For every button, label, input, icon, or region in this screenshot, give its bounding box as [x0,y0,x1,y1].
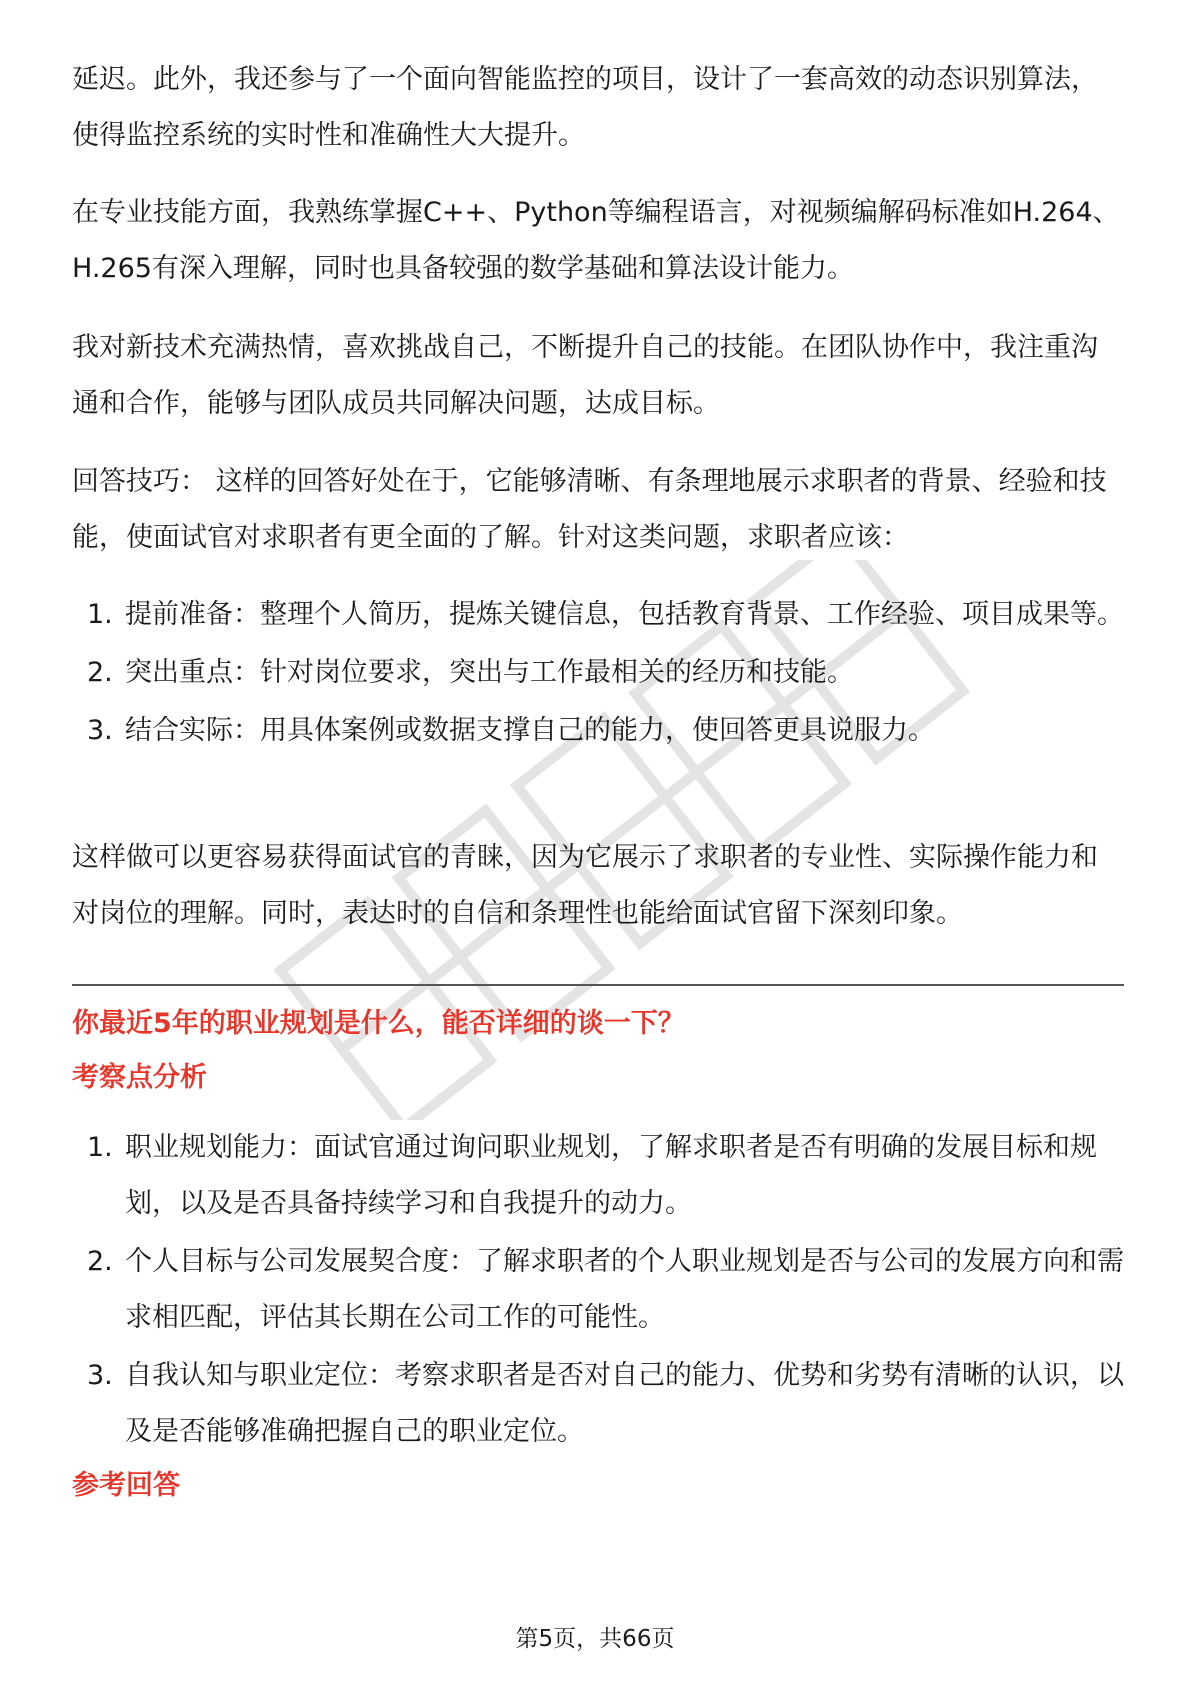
paragraph-attitude: 我对新技术充满热情，喜欢挑战自己，不断提升自己的技能。在团队协作中，我注重沟通和合作，能够与团队成员共同解决问题，达成目标。 [72,332,1098,419]
paragraph-answer-tips: 回答技巧： 这样的回答好处在于，它能够清晰、有条理地展示求职者的背景、经验和技能，使面试官对求职者有更全面的了解。针对这类问题，求职者应该： [72,466,1107,553]
list-text: 提前准备：整理个人简历，提炼关键信息，包括教育背景、工作经验、项目成果等。 [125,599,1124,630]
paragraph-project: 延迟。此外，我还参与了一个面向智能监控的项目，设计了一套高效的动态识别算法，使得监控系统的实时性和准确性大大提升。 [72,64,1098,151]
paragraph-skills: 在专业技能方面，我熟练掌握C++、Python等编程语言，对视频编解码标准如H.264、H.265有深入理解，同时也具备较强的数学基础和算法设计能力。 [72,197,1120,284]
list-text: 结合实际：用具体案例或数据支撑自己的能力，使回答更具说服力。 [125,715,935,746]
list-number: 2. [87,1246,113,1277]
list-number: 3. [87,1360,113,1391]
paragraph-conclusion: 这样做可以更容易获得面试官的青睐，因为它展示了求职者的专业性、实际操作能力和对岗位的理解。同时，表达时的自信和条理性也能给面试官留下深刻印象。 [72,842,1098,929]
question-heading: 你最近5年的职业规划是什么，能否详细的谈一下？ [72,1008,685,1039]
list-text: 突出重点：针对岗位要求，突出与工作最相关的经历和技能。 [125,657,854,688]
list-text: 个人目标与公司发展契合度：了解求职者的个人职业规划是否与公司的发展方向和需求相匹配，评估其长期在公司工作的可能性。 [125,1246,1124,1333]
list-item [72,645,1124,701]
list-number: 1. [87,1132,113,1163]
list-item [72,1234,1124,1346]
list-item [72,1120,1124,1232]
list-number: 2. [87,657,113,688]
analysis-heading: 考察点分析 [72,1062,207,1093]
list-item [72,1348,1124,1460]
section-divider [72,984,1124,986]
tips-list [72,587,1124,761]
reference-answer-heading: 参考回答 [72,1470,180,1501]
list-item [72,587,1124,643]
list-number: 1. [87,599,113,630]
page-number-footer: 第5页，共66页 [515,1626,675,1652]
list-number: 3. [87,715,113,746]
list-text: 职业规划能力：面试官通过询问职业规划，了解求职者是否有明确的发展目标和规划，以及是否具备持续学习和自我提升的动力。 [125,1132,1097,1219]
list-item [72,703,1124,759]
list-text: 自我认知与职业定位：考察求职者是否对自己的能力、优势和劣势有清晰的认识，以及是否能够准确把握自己的职业定位。 [125,1360,1124,1447]
analysis-list [72,1120,1124,1462]
